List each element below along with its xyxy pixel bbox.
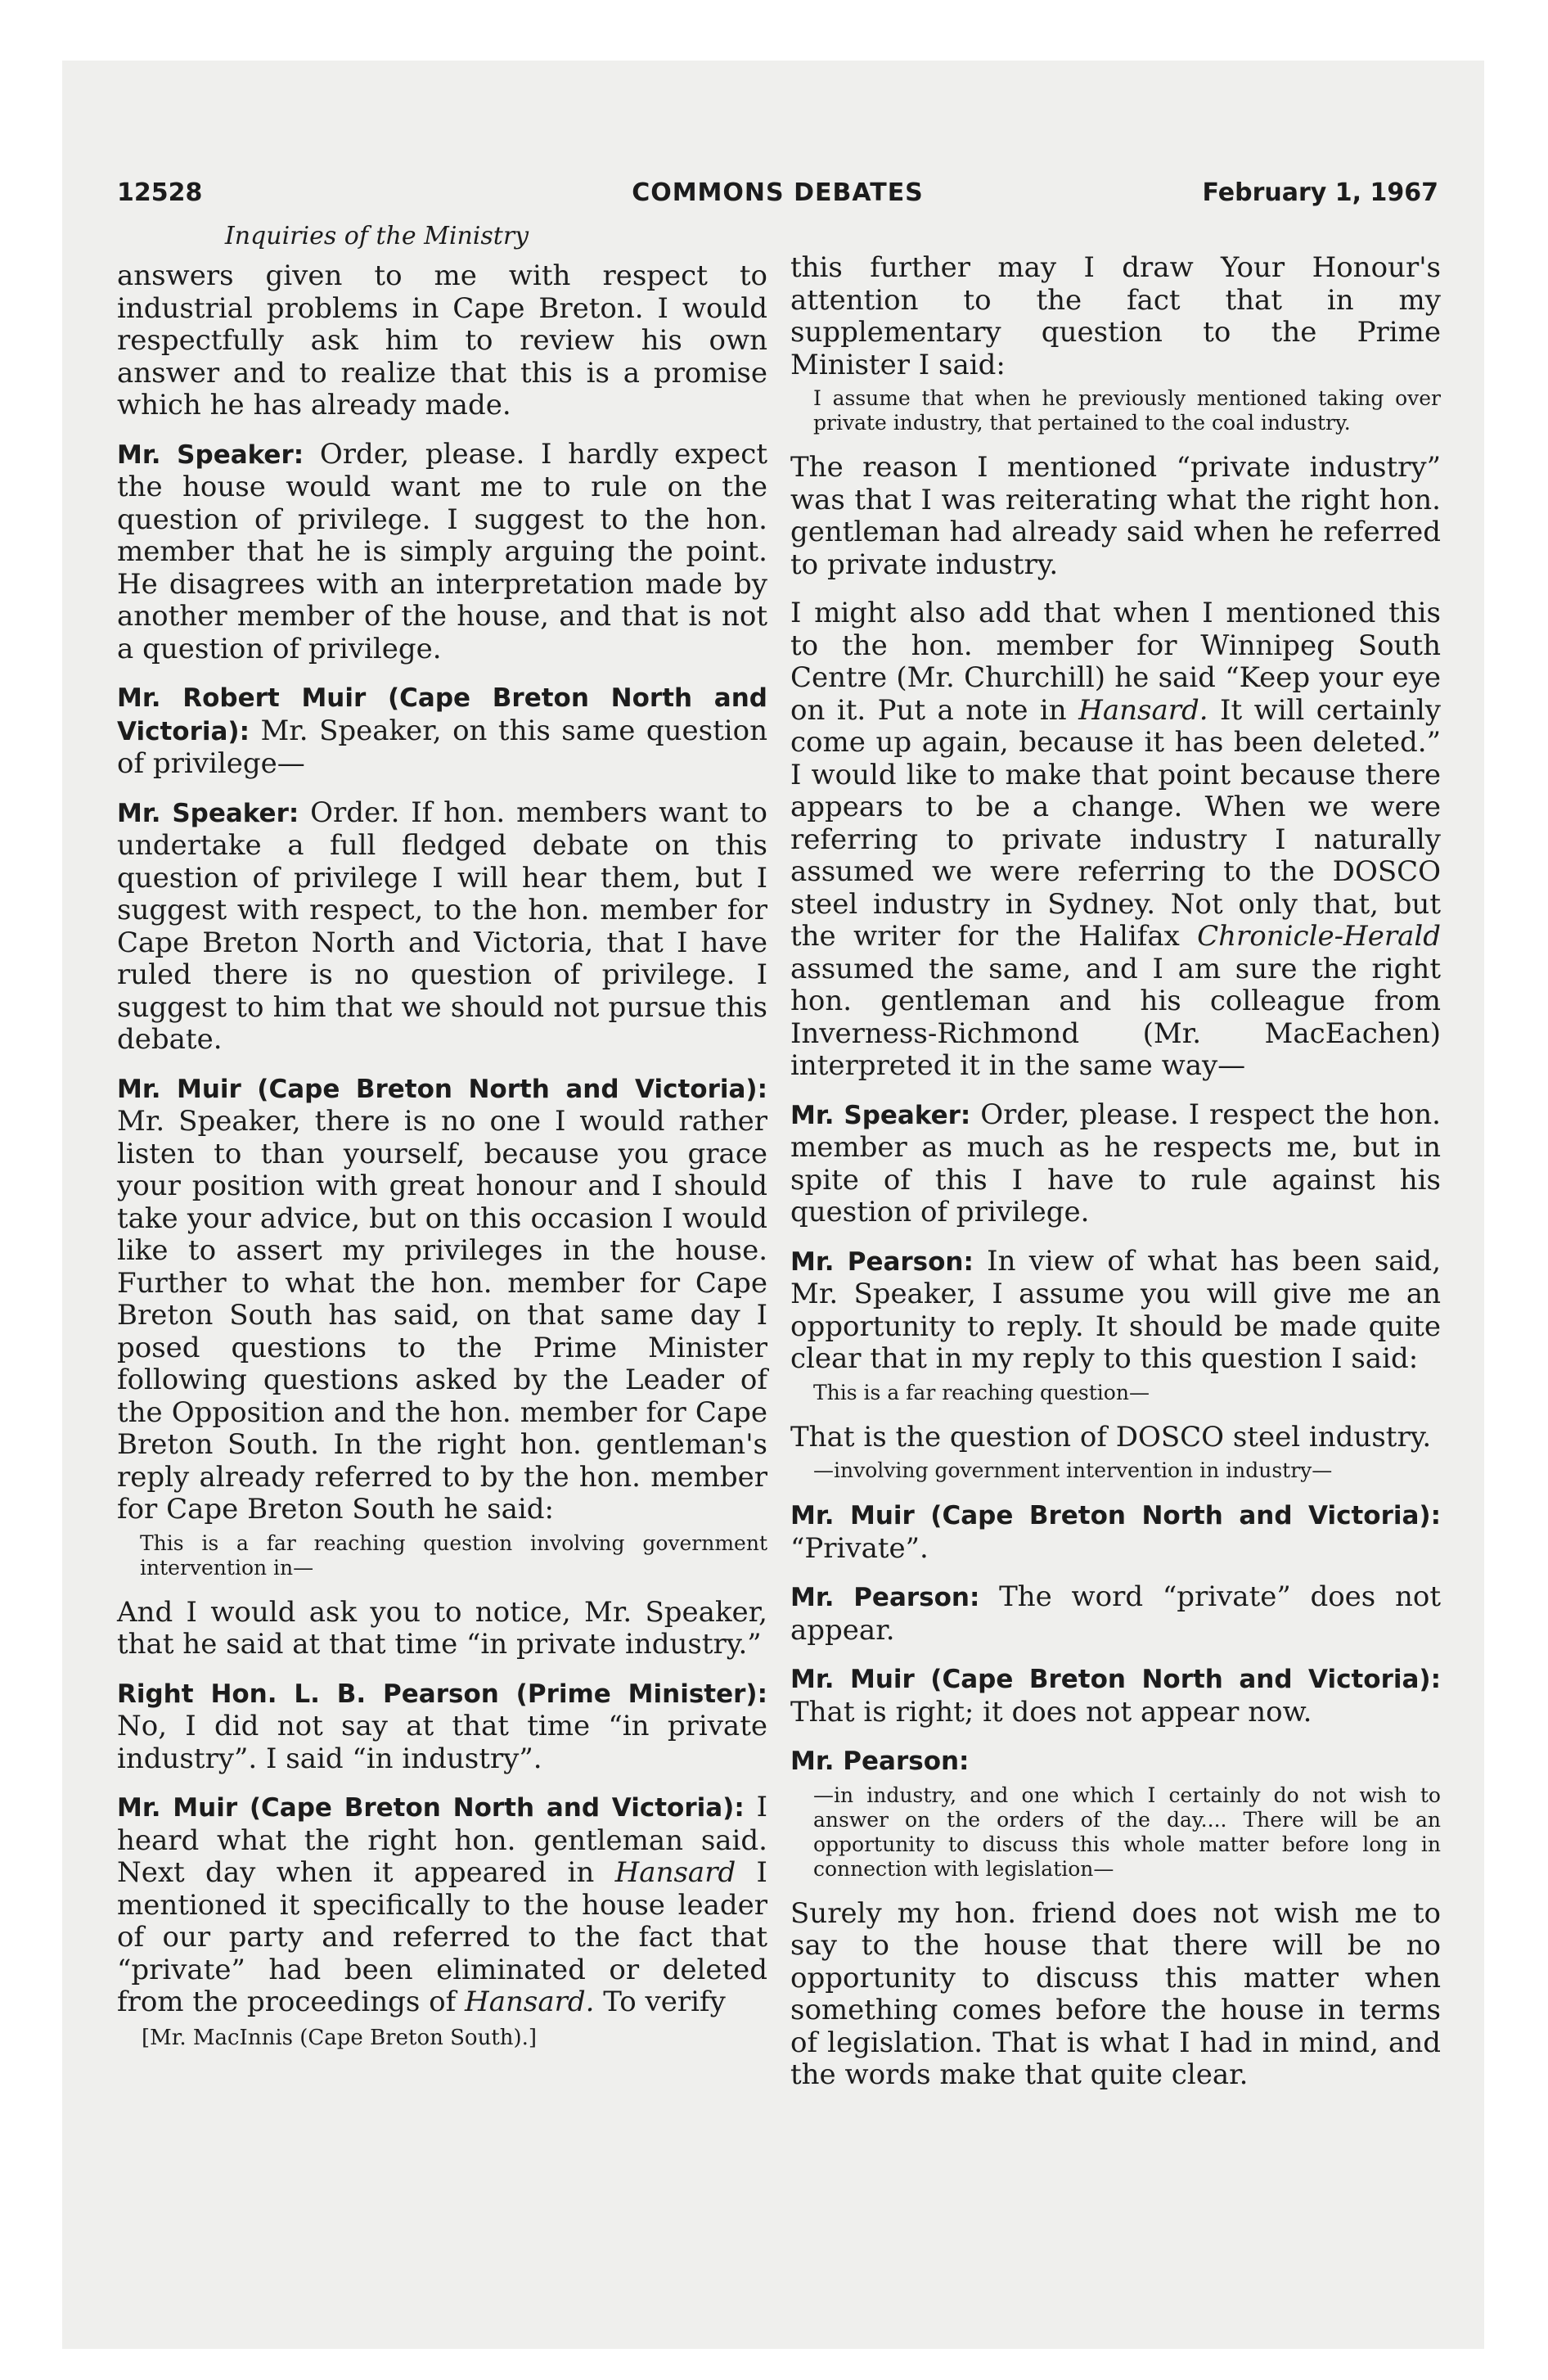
speaker-name: Mr. Pearson: [790, 1583, 980, 1612]
paragraph: Surely my hon. friend does not wish me to say to the house that there will be no opportunity to discuss this matter when something comes before the house in terms of legislation. That is what I had in mind, and the words make that quite clear. [790, 1896, 1441, 2091]
speaker-name: Mr. Muir (Cape Breton North and Victoria): [117, 1074, 767, 1104]
paragraph [790, 1745, 1441, 1778]
publication-date: February 1, 1967 [1202, 178, 1438, 207]
speaker-name: Mr. Robert Muir (Cape Breton North and Victoria): [117, 683, 767, 746]
paragraph: Mr. Speaker: Order, please. I respect the hon. member as much as he respects me, but in spite of this I have to rule against his question of privilege. [790, 1098, 1441, 1228]
paragraph: Mr. Speaker: Order. If hon. members want to undertake a full fledged debate on this question of privilege I will hear them, but I suggest with respect, to the hon. member for Cape Breton North and Victoria, that I have ruled there is no question of privilege. I suggest to him that we should not pursue this debate. [117, 796, 767, 1056]
quotation: I assume that when he previously mentioned taking over private industry, that pertained to the coal industry. [813, 386, 1441, 435]
paragraph: Mr. Speaker: Order, please. I hardly expect the house would want me to rule on the question of privilege. I suggest to the hon. member that he is simply arguing the point. He disagrees with an interpretation made by another member of the house, and that is not a question of privilege. [117, 437, 768, 665]
paragraph: Mr. Pearson: In view of what has been said, Mr. Speaker, I assume you will give me an opportunity to reply. It should be made quite clear that in my reply to this question I said: [790, 1244, 1442, 1375]
paragraph: Mr. Muir (Cape Breton North and Victoria): I heard what the right hon. gentleman said. Next day when it appeared in Hansard I mentioned it specifically to the house leader of our party and referred to the fact that “private” had been eliminated or deleted from the proceedings of Hansard. To verify [117, 1791, 767, 2018]
left-column [117, 221, 767, 2050]
quotation: This is a far reaching question involving government intervention in— [140, 1530, 767, 1580]
speaker-name: Mr. Muir (Cape Breton North and Victoria): [117, 1793, 745, 1823]
paragraph: this further may I draw Your Honour's attention to the fact that in my supplementary question to the Prime Minister I said: [790, 251, 1441, 381]
speaker-name: Mr. Pearson: [790, 1747, 970, 1776]
paragraph: Mr. Muir (Cape Breton North and Victoria): “Private”. [790, 1501, 1441, 1565]
paragraph: That is the question of DOSCO steel industry. [790, 1420, 1432, 1454]
paragraph: Mr. Muir (Cape Breton North and Victoria): That is right; it does not appear now. [790, 1665, 1441, 1729]
quotation: —in industry, and one which I certainly do not wish to answer on the orders of the day.... There will be an opportunity to discuss this whole matter before long in connection with legislation— [813, 1783, 1441, 1881]
paragraph: The reason I mentioned “private industry” was that I was reiterating what the right hon. gentleman had already said when he referred to private industry. [790, 451, 1441, 581]
speaker-reference: [Mr. MacInnis (Cape Breton South).] [142, 2025, 538, 2050]
paragraph: Right Hon. L. B. Pearson (Prime Minister): No, I did not say at that time “in private industry”. I said “in industry”. [117, 1679, 767, 1775]
paragraph: answers given to me with respect to industrial problems in Cape Breton. I would respectfully ask him to review his own answer and to realize that this is a promise which he has already made. [117, 259, 767, 421]
paragraph: Mr. Muir (Cape Breton North and Victoria): Mr. Speaker, there is no one I would rather listen to than yourself, because you grace your position with great honour and I should take your advice, but on this occasion I would like to assert my privileges in the house. Further to what the hon. member for Cape Breton South has said, on that same day I posed questions to the Prime Minister following questions asked by the Leader of the Opposition and the hon. member for Cape Breton South. In the right hon. gentleman's reply already referred to by the hon. member for Cape Breton South he said: [117, 1074, 767, 1526]
speaker-name: Mr. Muir (Cape Breton North and Victoria): [790, 1665, 1441, 1694]
paragraph: I might also add that when I mentioned this to the hon. member for Winnipeg South Centre (Mr. Churchill) he said “Keep your eye on it. Put a note in Hansard. It will certainly come up again, because it has been deleted.” I would like to make that point because there appears to be a change. When we were referring to private industry I naturally assumed we were referring to the DOSCO steel industry in Sydney. Not only that, but the writer for the Halifax Chronicle-Herald assumed the same, and I am sure the right hon. gentleman and his colleague from Inverness-Richmond (Mr. MacEachen) interpreted it in the same way— [790, 597, 1441, 1082]
paragraph: Mr. Robert Muir (Cape Breton North and Victoria): Mr. Speaker, on this same question of privilege— [117, 683, 768, 780]
page-header [117, 178, 1438, 214]
quotation: —involving government intervention in industry— [813, 1458, 1333, 1482]
speaker-name: Right Hon. L. B. Pearson (Prime Minister): [117, 1679, 767, 1709]
quotation: This is a far reaching question— [813, 1380, 1150, 1404]
speaker-name: Mr. Speaker: [117, 439, 304, 470]
publication-title: COMMONS DEBATES [632, 178, 924, 207]
page-number: 12528 [117, 178, 203, 207]
right-column [790, 252, 1441, 2108]
speaker-name: Mr. Muir (Cape Breton North and Victoria): [790, 1501, 1441, 1530]
paragraph: And I would ask you to notice, Mr. Speaker, that he said at that time “in private industry.” [117, 1595, 767, 1661]
speaker-name: Mr. Speaker: [790, 1100, 971, 1130]
section-subhead: Inquiries of the Ministry [224, 222, 529, 250]
paragraph: Mr. Pearson: The word “private” does not appear. [790, 1580, 1441, 1647]
speaker-name: Mr. Speaker: [117, 798, 299, 828]
speaker-name: Mr. Pearson: [790, 1246, 974, 1277]
